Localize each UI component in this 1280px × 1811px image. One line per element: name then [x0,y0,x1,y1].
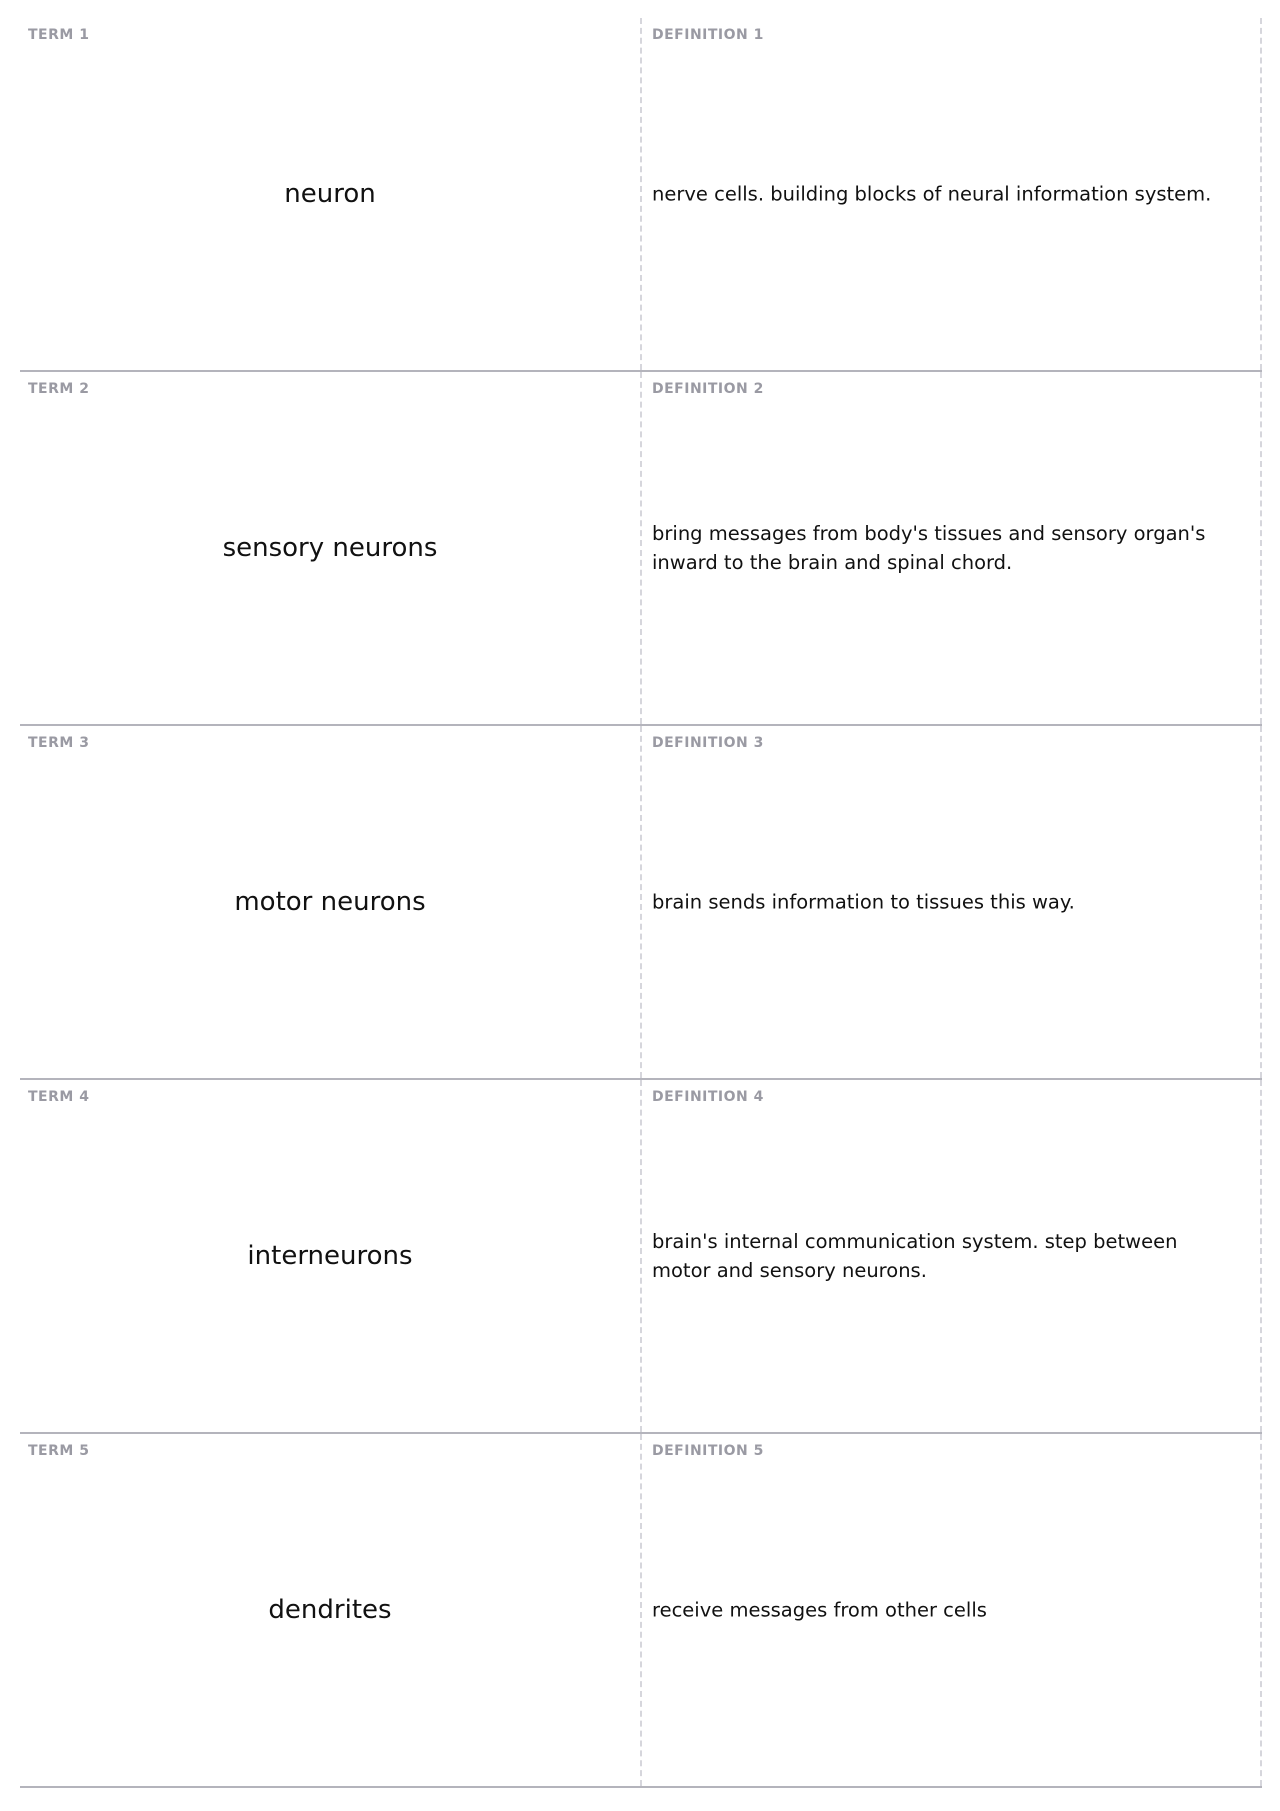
definition-label: DEFINITION 3 [652,735,764,751]
definition-text: nerve cells. building blocks of neural information system. [652,182,1212,206]
definition-cell [642,726,1260,1078]
definition-text: bring messages from body's tissues and sensory organ's inward to the brain and spinal chord. [652,522,1206,574]
definition-label: DEFINITION 5 [652,1443,764,1459]
definition-label: DEFINITION 2 [652,381,764,397]
term-label: TERM 4 [28,1089,90,1105]
term-label: TERM 3 [28,735,90,751]
flashcard-row [20,726,1262,1080]
term-cell [20,372,640,724]
term-text: neuron [284,179,376,209]
definition-label: DEFINITION 1 [652,27,764,43]
term-cell [20,1434,640,1786]
term-text: interneurons [247,1241,413,1271]
term-text: motor neurons [234,887,426,917]
flashcard-row [20,1080,1262,1434]
definition-cell [642,372,1260,724]
definition-cell [642,1080,1260,1432]
flashcard-sheet [20,18,1262,1788]
definition-text: brain's internal communication system. step between motor and sensory neurons. [652,1230,1178,1282]
definition-label: DEFINITION 4 [652,1089,764,1105]
flashcard-row [20,372,1262,726]
definition-text: brain sends information to tissues this way. [652,890,1075,914]
flashcard-row [20,1434,1262,1788]
term-text: dendrites [268,1595,392,1625]
definition-cell [642,1434,1260,1786]
term-label: TERM 5 [28,1443,90,1459]
definition-text: receive messages from other cells [652,1598,987,1622]
term-cell [20,726,640,1078]
term-cell [20,18,640,370]
term-text: sensory neurons [222,533,438,563]
definition-cell [642,18,1260,370]
term-cell [20,1080,640,1432]
term-label: TERM 2 [28,381,90,397]
term-label: TERM 1 [28,27,90,43]
flashcard-row [20,18,1262,372]
